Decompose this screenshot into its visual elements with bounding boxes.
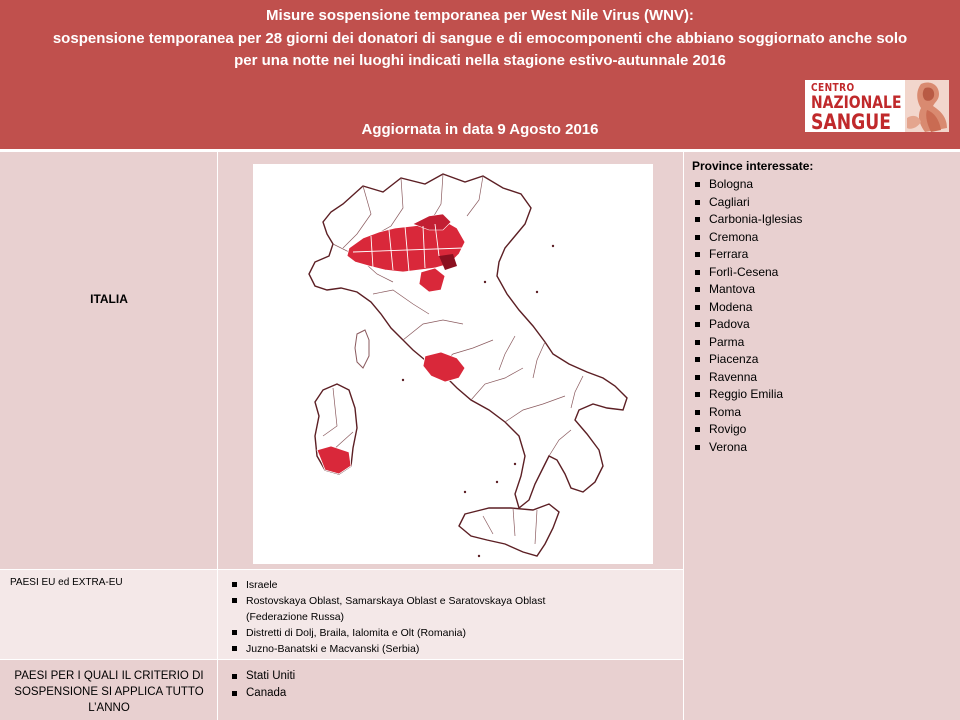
list-item: Forlì-Cesena: [692, 264, 802, 282]
all-year-label: [0, 668, 218, 716]
list-item: Roma: [692, 404, 802, 422]
list-item: Cagliari: [692, 194, 802, 212]
italy-map-cell: [218, 152, 683, 570]
list-item: Reggio Emilia: [692, 386, 802, 404]
title-line-3: per una notte nei luoghi indicati nella stagione estivo-autunnale 2016: [234, 52, 726, 69]
list-item: Mantova: [692, 281, 802, 299]
corsica-shape: [355, 330, 369, 368]
title-line-2: sospensione temporanea per 28 giorni dei donatori di sangue e di emocomponenti che abbiano soggiornato anche solo: [52, 30, 908, 47]
eu-label-cell: [0, 570, 218, 660]
italy-map-drawing: [253, 164, 653, 564]
list-item-continuation: (Federazione Russa): [246, 611, 345, 623]
title-line-1: Misure sospensione temporanea per West Nile Virus (WNV):: [266, 7, 694, 24]
logo-text-nazionale: NAZIONALE: [811, 93, 902, 113]
italy-map: [253, 164, 653, 564]
list-item: Ravenna: [692, 369, 802, 387]
list-item: Parma: [692, 334, 802, 352]
logo-wordmark: [811, 81, 902, 134]
centro-nazionale-sangue-logo: [805, 80, 949, 132]
list-item: Rostovskaya Oblast, Samarskaya Oblast e Saratovskaya Oblast: [229, 593, 669, 609]
list-item: Distretti di Dolj, Braila, Ialomita e Olt (Romania): [229, 625, 669, 641]
all-year-label-line-1: PAESI PER I QUALI IL CRITERIO DI: [14, 670, 204, 682]
eu-label: PAESI EU ed EXTRA-EU: [10, 577, 123, 588]
list-item: Verona: [692, 439, 802, 457]
all-year-label-cell: [0, 660, 218, 720]
eu-countries-list: [229, 577, 669, 657]
list-item: Stati Uniti: [229, 668, 295, 685]
list-item: Cremona: [692, 229, 802, 247]
logo-figure-icon: [905, 80, 949, 132]
list-item: Canada: [229, 685, 295, 702]
eu-countries-cell: [218, 570, 683, 660]
update-date: Aggiornata in data 9 Agosto 2016: [361, 121, 599, 138]
all-year-label-line-2: SOSPENSIONE SI APPLICA TUTTO: [14, 686, 204, 698]
all-year-countries-cell: [218, 660, 683, 720]
sicily-shape: [459, 504, 559, 556]
province-cell: [683, 152, 960, 720]
province-title: Province interessate:: [692, 159, 814, 173]
logo-text-centro: CENTRO: [811, 81, 855, 94]
list-item: Juzno-Banatski e Macvanski (Serbia): [229, 641, 669, 657]
list-item: Modena: [692, 299, 802, 317]
all-year-label-line-3: L’ANNO: [88, 702, 130, 714]
list-item: Piacenza: [692, 351, 802, 369]
all-year-countries-list: [229, 668, 295, 702]
list-item: Rovigo: [692, 421, 802, 439]
list-item: Ferrara: [692, 246, 802, 264]
title-banner: [0, 0, 960, 152]
list-item: Bologna: [692, 176, 802, 194]
logo-text-sangue: SANGUE: [811, 110, 892, 134]
list-item: Carbonia-Iglesias: [692, 211, 802, 229]
list-item: Padova: [692, 316, 802, 334]
province-list: [692, 176, 802, 456]
italia-label-cell: [0, 152, 218, 570]
list-item: Israele: [229, 577, 669, 593]
italia-label: ITALIA: [90, 292, 128, 306]
